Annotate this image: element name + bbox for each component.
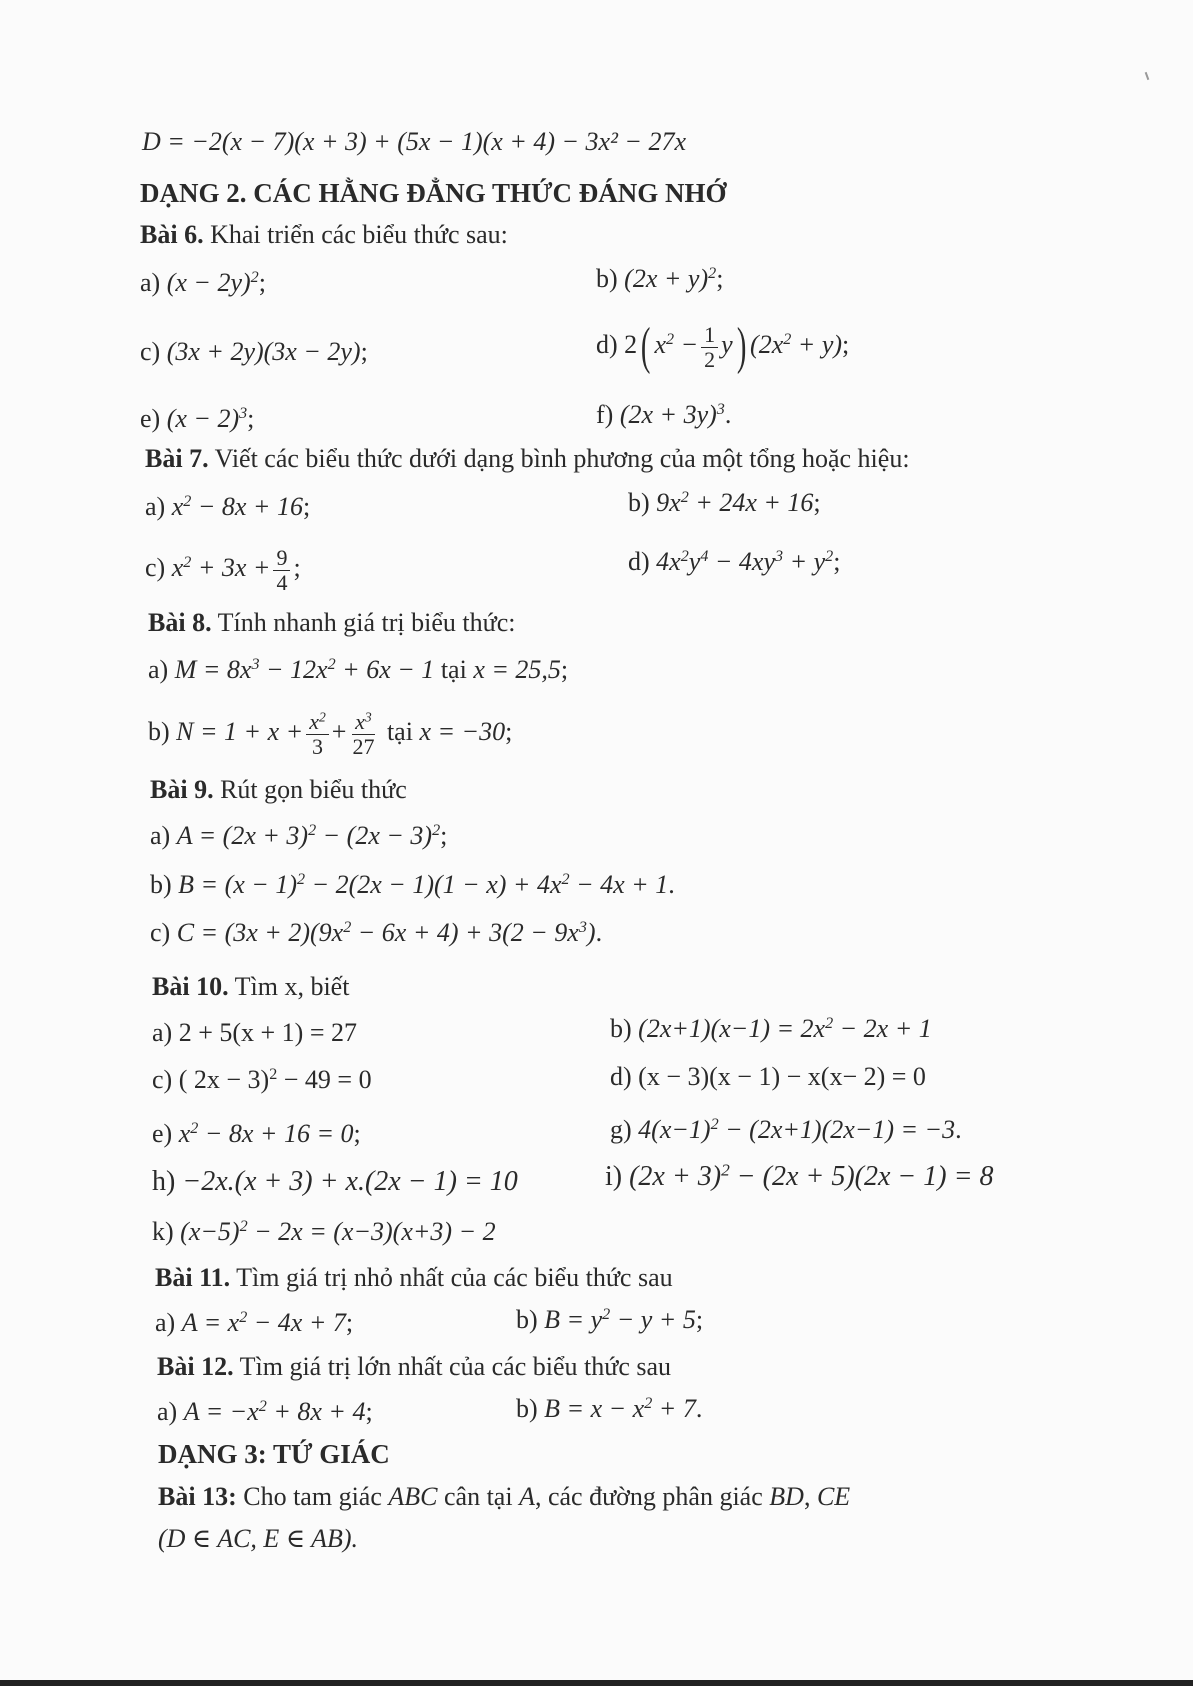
exercise-6c: c) (3x + 2y)(3x − 2y); bbox=[140, 337, 368, 366]
exercise-6b: b) $(2x + y)^2$; bbox=[596, 264, 724, 293]
exercise-10-heading: Bài 10. Tìm x, biết bbox=[152, 972, 350, 1001]
expression-d: D = −2(x − 7)(x + 3) + (5x − 1)(x + 4) − 3x² − 27x bbox=[142, 127, 686, 156]
section-title-dang-3: DẠNG 3: TỨ GIÁC bbox=[158, 1439, 390, 1469]
exercise-7a: a) $x^2 - 8x + 16$; bbox=[145, 492, 311, 521]
exercise-10c: c) ( 2x − 3)$^2$ − 49 = 0 bbox=[152, 1065, 372, 1094]
exercise-9b: b) $B = (x - 1)^2 - 2(2x - 1)(1 - x) + 4x^2 - 4x + 1$. bbox=[150, 870, 675, 899]
exercise-7b: b) $9x^2 + 24x + 16$; bbox=[628, 488, 821, 517]
scan-bottom-edge bbox=[0, 1680, 1193, 1686]
exercise-10k: k) $(x-5)^2 - 2x = (x-3)(x+3) - 2$ bbox=[152, 1217, 496, 1246]
exercise-10d: d) (x − 3)(x − 1) − x(x− 2) = 0 bbox=[610, 1062, 926, 1091]
section-title-dang-2: DẠNG 2. CÁC HẰNG ĐẲNG THỨC ĐÁNG NHỚ bbox=[140, 178, 727, 208]
exercise-10b: b) $(2x+1)(x-1) = 2x^2 - 2x + 1$ bbox=[610, 1014, 932, 1043]
exercise-7d: d) $4x^2y^4 - 4xy^3 + y^2$; bbox=[628, 547, 841, 576]
exercise-10e: e) $x^2 - 8x + 16 = 0$; bbox=[152, 1119, 361, 1148]
exercise-10a: a) 2 + 5(x + 1) = 27 bbox=[152, 1018, 358, 1047]
exercise-11a: a) $A = x^2 - 4x + 7$; bbox=[155, 1308, 354, 1337]
exercise-8b: b) N = 1 + x + $\frac{x^2}{3}$ + $\frac{x^3}{27}$ tại x = −30; bbox=[148, 708, 513, 759]
exercise-12b: b) $B = x - x^2 + 7$. bbox=[516, 1394, 703, 1423]
exercise-10g: g) $4(x-1)^2 - (2x+1)(2x-1) = -3$. bbox=[610, 1115, 962, 1144]
exercise-12-heading: Bài 12. Tìm giá trị lớn nhất của các biểu thức sau bbox=[157, 1352, 672, 1381]
exercise-9-heading: Bài 9. Rút gọn biểu thức bbox=[150, 775, 407, 804]
exercise-10h: h) −2x.(x + 3) + x.(2x − 1) = 10 bbox=[152, 1166, 518, 1197]
exercise-11b: b) $B = y^2 - y + 5$; bbox=[516, 1305, 704, 1334]
exercise-13-heading: Bài 13: Cho tam giác ABC cân tại A, các đường phân giác BD, CE bbox=[158, 1482, 851, 1511]
exercise-8-heading: Bài 8. Tính nhanh giá trị biểu thức: bbox=[148, 608, 516, 637]
exercise-6e: e) $(x - 2)^3$; bbox=[140, 404, 255, 433]
exercise-6d: d) 2( $x^2$ − $\frac{1}{2}$ y) $(2x^2 + y)$; bbox=[596, 318, 850, 376]
exercise-9a: a) $A = (2x + 3)^2 - (2x - 3)^2$; bbox=[150, 821, 448, 850]
scan-speck bbox=[1145, 72, 1150, 80]
exercise-6f: f) $(2x + 3y)^3$. bbox=[596, 400, 732, 429]
exercise-7-heading: Bài 7. Viết các biểu thức dưới dạng bình phương của một tổng hoặc hiệu: bbox=[145, 444, 910, 473]
exercise-12a: a) $A = -x^2 + 8x + 4$; bbox=[157, 1397, 373, 1426]
exercise-10i: i) $(2x + 3)^2 - (2x + 5)(2x - 1) = 8$ bbox=[605, 1160, 994, 1192]
exercise-6a: a) $(x - 2y)^2$; bbox=[140, 268, 266, 297]
exercise-6-heading: Bài 6. Khai triển các biểu thức sau: bbox=[140, 220, 508, 249]
exercise-7c: c) $x^2 + 3x$ + $\frac{9}{4}$ ; bbox=[145, 544, 301, 595]
exercise-11-heading: Bài 11. Tìm giá trị nhỏ nhất của các biểu thức sau bbox=[155, 1263, 673, 1292]
exercise-8a: a) $M = 8x^3 - 12x^2 + 6x - 1$ tại x = 25,5; bbox=[148, 655, 569, 684]
exercise-13-condition: (D ∈ AC, E ∈ AB). bbox=[158, 1524, 359, 1553]
exercise-9c: c) $C = (3x + 2)(9x^2 - 6x + 4) + 3(2 - 9x^3)$. bbox=[150, 918, 603, 947]
